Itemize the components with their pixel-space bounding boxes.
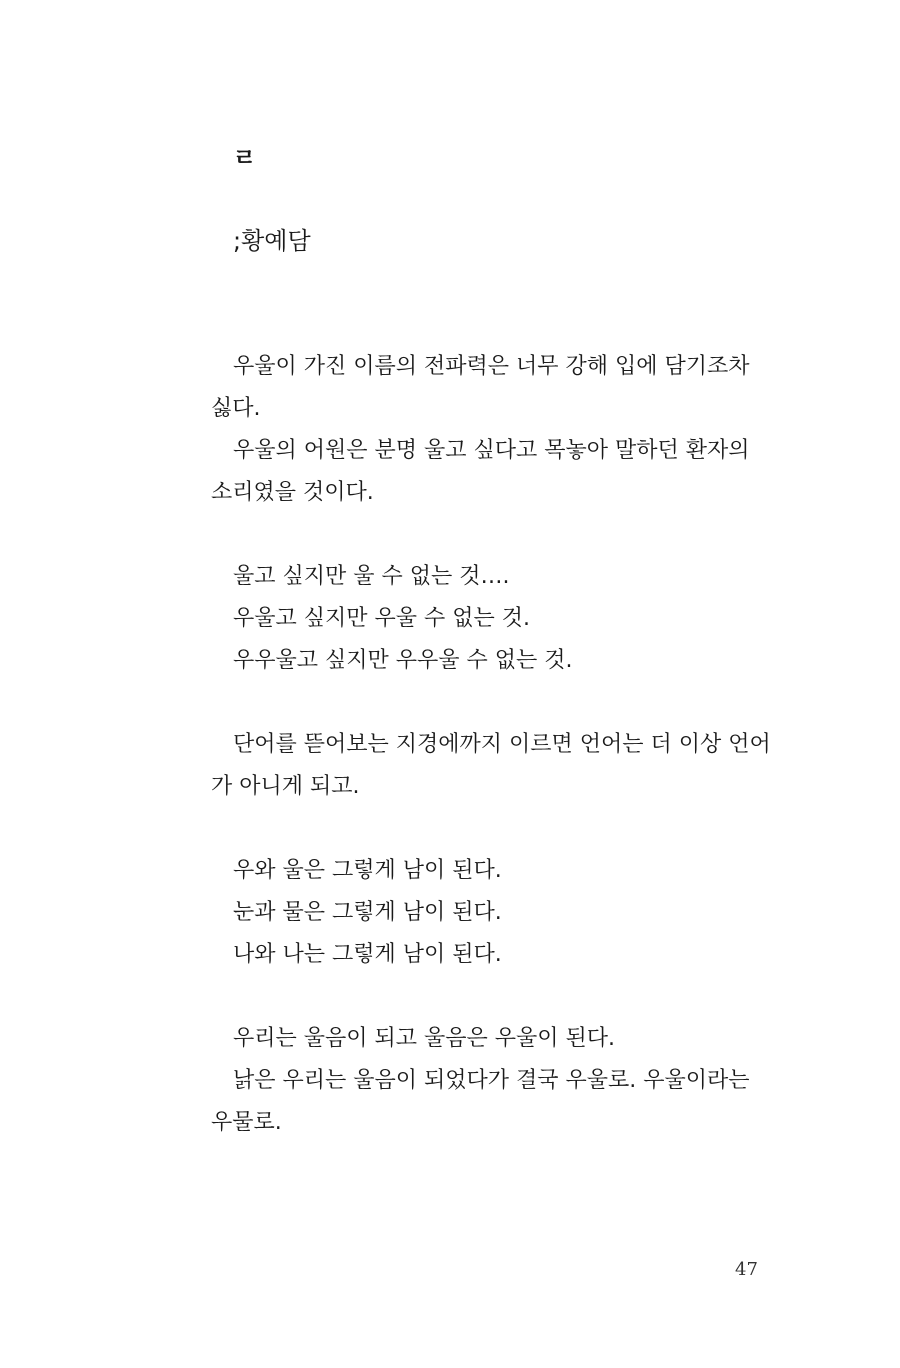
poem-line: 우리는 울음이 되고 울음은 우울이 된다. xyxy=(233,1026,615,1051)
poem-line: 나와 나는 그렇게 남이 된다. xyxy=(233,942,502,967)
poem-line: 우우울고 싶지만 우우울 수 없는 것. xyxy=(233,648,573,673)
poem-body xyxy=(211,346,771,1144)
poem-line: 우와 울은 그렇게 남이 된다. xyxy=(233,858,502,883)
poem-line: 단어를 뜯어보는 지경에까지 이르면 언어는 더 이상 언어가 아니게 되고. xyxy=(211,732,771,799)
poem-line: 낡은 우리는 울음이 되었다가 결국 우울로. 우울이라는 우물로. xyxy=(211,1068,750,1135)
poem-title: ㄹ xyxy=(233,144,257,172)
poem-author: ;황예담 xyxy=(233,227,311,255)
page-number: 47 xyxy=(735,1259,758,1280)
poem-line: 우울고 싶지만 우울 수 없는 것. xyxy=(233,606,530,631)
poem-line: 우울이 가진 이름의 전파력은 너무 강해 입에 담기조차 싫다. xyxy=(211,354,750,421)
poem-line: 눈과 물은 그렇게 남이 된다. xyxy=(233,900,502,925)
poem-line: 우울의 어원은 분명 울고 싶다고 목놓아 말하던 환자의 소리였을 것이다. xyxy=(211,438,750,505)
poem-line: 울고 싶지만 울 수 없는 것…. xyxy=(233,564,510,589)
